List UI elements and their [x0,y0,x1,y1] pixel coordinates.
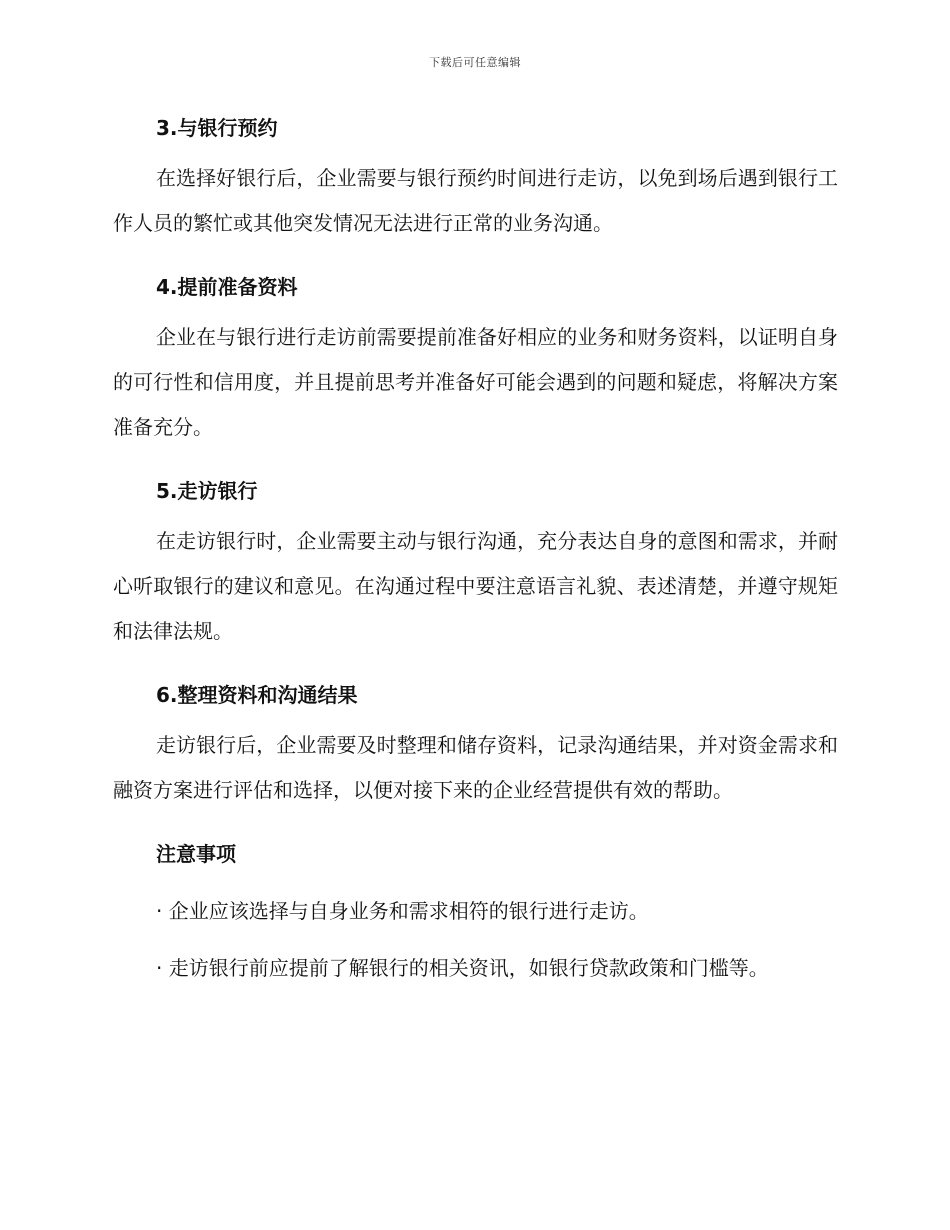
section-heading: 6.整理资料和沟通结果 [156,683,358,707]
notes-item: · 走访银行前应提前了解银行的相关资讯，如银行贷款政策和门槛等。 [156,956,769,980]
section-6 [113,679,838,813]
section-paragraph: 走访银行后，企业需要及时整理和储存资料，记录沟通结果，并对资金需求和融资方案进行评估和选择，以便对接下来的企业经营提供有效的帮助。 [113,733,838,802]
document-body [113,112,838,984]
section-3 [113,112,838,246]
section-heading: 5.走访银行 [156,479,258,503]
notes-section [113,838,838,984]
page-header: 下载后可任意编辑 [429,56,521,69]
section-paragraph: 在走访银行时，企业需要主动与银行沟通，充分表达自身的意图和需求，并耐心听取银行的建议和意见。在沟通过程中要注意语言礼貌、表述清楚，并遵守规矩和法律法规。 [113,529,838,643]
notes-item: · 企业应该选择与自身业务和需求相符的银行进行走访。 [156,899,649,923]
section-heading: 4.提前准备资料 [156,275,298,299]
section-4 [113,271,838,450]
section-paragraph: 在选择好银行后，企业需要与银行预约时间进行走访，以免到场后遇到银行工作人员的繁忙或其他突发情况无法进行正常的业务沟通。 [113,166,838,235]
section-heading: 3.与银行预约 [156,116,278,140]
section-5 [113,475,838,654]
section-paragraph: 企业在与银行进行走访前需要提前准备好相应的业务和财务资料，以证明自身的可行性和信用度，并且提前思考并准备好可能会遇到的问题和疑虑，将解决方案准备充分。 [113,325,838,439]
notes-heading: 注意事项 [156,842,236,866]
